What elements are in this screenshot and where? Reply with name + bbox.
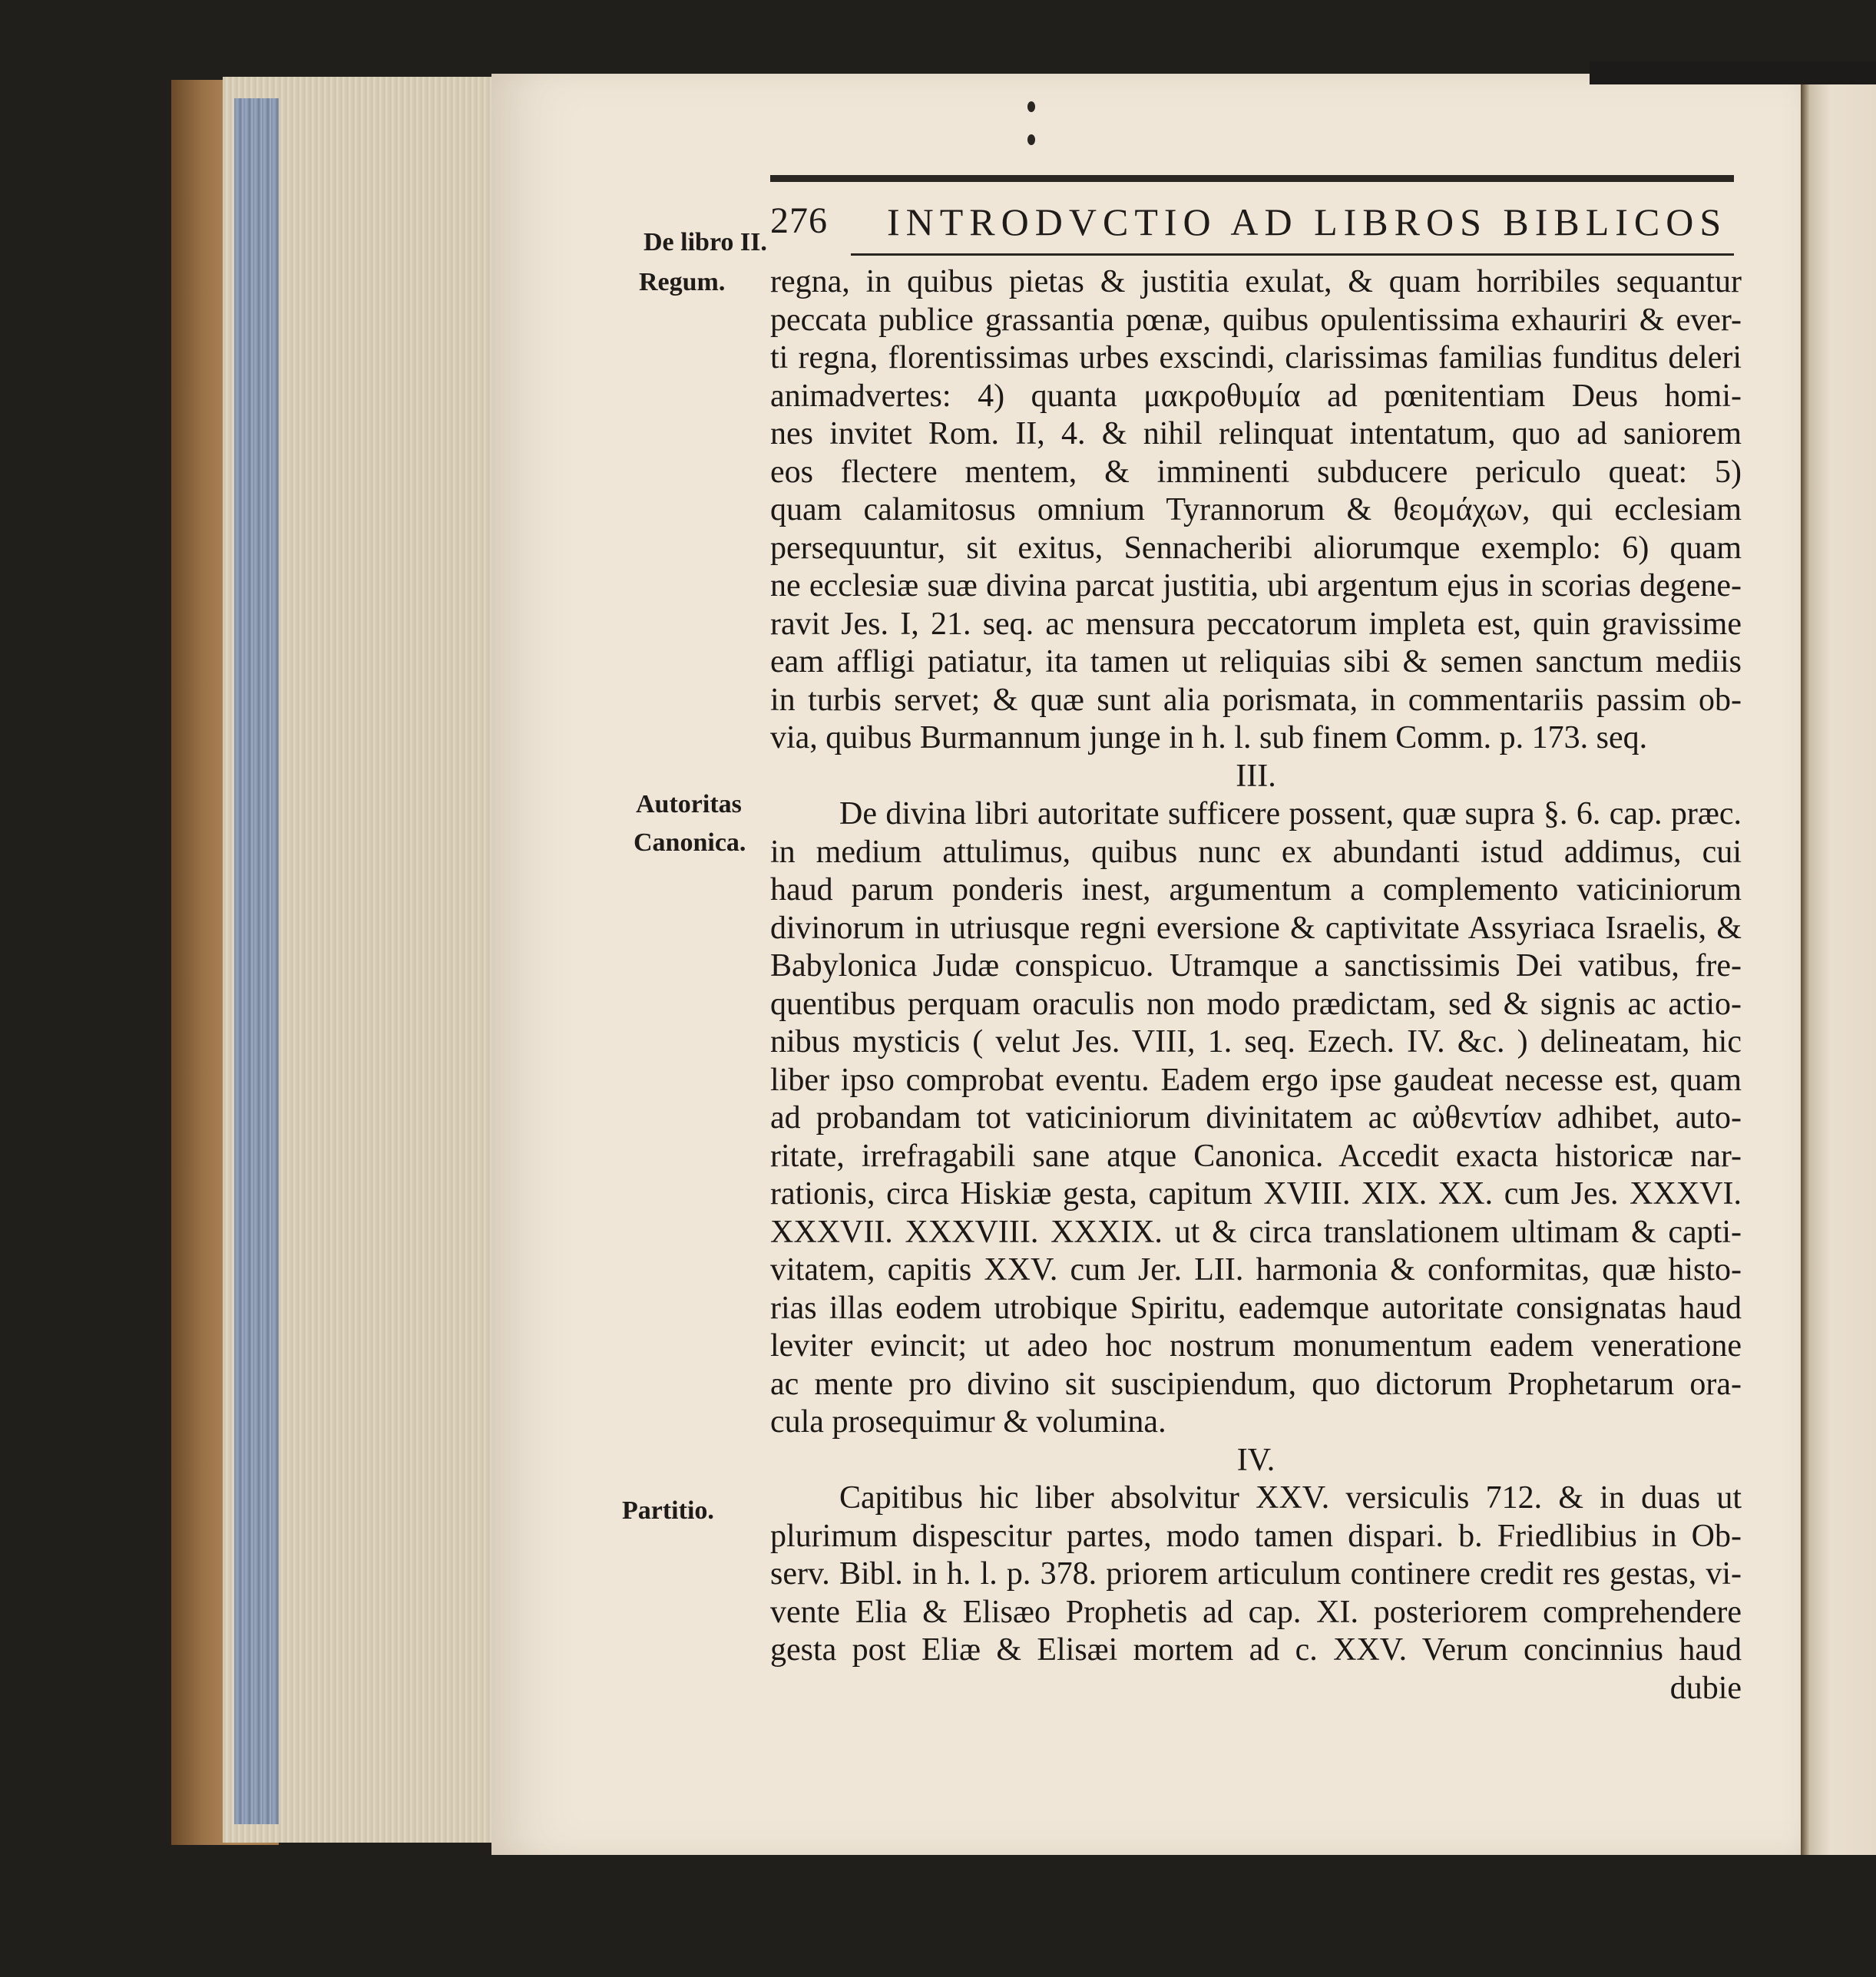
text-line: nes invitet Rom. II, 4. & nihil relinquat intentatum, quo ad saniorem	[770, 416, 1742, 451]
text-line: ritate, irrefragabili sane atque Canonica. Accedit exacta historicæ nar-	[770, 1138, 1742, 1174]
margin-note: Regum.	[639, 268, 726, 296]
header-rule	[770, 175, 1734, 182]
page-header	[770, 175, 1738, 258]
text-line: cula prosequimur & volumina.	[770, 1404, 1166, 1440]
text-line: peccata publice grassantia pœnæ, quibus opulentissima exhauriri & ever-	[770, 302, 1742, 338]
text-line: rias illas eodem utrobique Spiritu, eademque autoritate consignatas haud	[770, 1290, 1742, 1326]
text-line: ac mente pro divino sit suscipiendum, quo dictorum Prophetarum ora-	[770, 1366, 1742, 1402]
text-line: liber ipso comprobat eventu. Eadem ergo ipse gaudeat necesse est, quam	[770, 1062, 1742, 1098]
text-line: Babylonica Judæ conspicuo. Utramque a sanctissimis Dei vatibus, fre-	[770, 948, 1742, 984]
text-line: animadvertes: 4) quanta μακροθυμία ad pœnitentiam Deus homi-	[770, 378, 1742, 414]
catchword: dubie	[1669, 1670, 1742, 1706]
text-line: rationis, circa Hiskiæ gesta, capitum XVIII. XIX. XX. cum Jes. XXXVI.	[770, 1176, 1742, 1212]
text-line: leviter evincit; ut adeo hoc nostrum monumentum eadem veneratione	[770, 1328, 1742, 1364]
text-line: vente Elia & Elisæo Prophetis ad cap. XI. posteriorem comprehendere	[770, 1594, 1742, 1630]
page-edge-marbling	[234, 98, 279, 1824]
spine-band	[1590, 61, 1876, 84]
margin-note: De libro II.	[644, 228, 767, 256]
margin-note: Autoritas	[636, 790, 742, 818]
text-line: XXXVII. XXXVIII. XXXIX. ut & circa translationem ultimam & capti-	[770, 1214, 1742, 1250]
text-line: ne ecclesiæ suæ divina parcat justitia, ubi argentum ejus in scorias degene-	[770, 568, 1742, 603]
text-line: via, quibus Burmannum junge in h. l. sub finem Comm. p. 173. seq.	[770, 720, 1648, 755]
text-line: persequuntur, sit exitus, Sennacheribi aliorumque exemplo: 6) quam	[770, 530, 1742, 566]
ornament-dot	[1027, 134, 1035, 145]
text-line: De divina libri autoritate sufficere possent, quæ supra §. 6. cap. præc.	[839, 796, 1742, 831]
text-line: quam calamitosus omnium Tyrannorum & θεομάχων, qui ecclesiam	[770, 492, 1742, 527]
text-line: plurimum dispescitur partes, modo tamen dispari. b. Friedlibius in Ob-	[770, 1518, 1742, 1554]
margin-note: Partitio.	[622, 1496, 714, 1525]
text-line: eam affligi patiatur, ita tamen ut reliquias sibi & semen sanctum mediis	[770, 644, 1742, 679]
text-line: ravit Jes. I, 21. seq. ac mensura peccatorum impleta est, quin gravissime	[770, 606, 1742, 642]
text-line: serv. Bibl. in h. l. p. 378. priorem articulum continere credit res gestas, vi-	[770, 1556, 1742, 1592]
main-text	[770, 263, 1742, 1708]
text-line: regna, in quibus pietas & justitia exulat, & quam horribiles sequantur	[770, 264, 1742, 299]
text-line: eos flectere mentem, & imminenti subducere periculo queat: 5)	[770, 454, 1742, 490]
text-line: quentibus perquam oraculis non modo prædictam, sed & signis ac actio-	[770, 986, 1742, 1022]
text-line: ti regna, florentissimas urbes exscindi, clarissimas familias funditus deleri	[770, 340, 1742, 375]
page-number: 276	[770, 200, 828, 241]
text-line: Capitibus hic liber absolvitur XXV. versiculis 712. & in duas ut	[839, 1480, 1742, 1516]
margin-note: Canonica.	[634, 828, 746, 857]
ornament-dot	[1027, 101, 1035, 112]
text-line: ad probandam tot vaticiniorum divinitatem ac αὐθεντίαν adhibet, auto-	[770, 1100, 1742, 1136]
text-line: gesta post Eliæ & Elisæi mortem ad c. XXV. Verum concinnius haud	[770, 1632, 1742, 1668]
text-line: vitatem, capitis XXV. cum Jer. LII. harmonia & conformitas, quæ histo-	[770, 1252, 1742, 1288]
header-rule	[851, 253, 1734, 256]
facing-page-edge	[1801, 74, 1876, 1855]
text-line: in medium attulimus, quibus nunc ex abundanti istud addimus, cui	[770, 834, 1742, 870]
running-title: INTRODVCTIO AD LIBROS BIBLICOS	[887, 200, 1728, 243]
text-line: divinorum in utriusque regni eversione & captivitate Assyriaca Israelis, &	[770, 910, 1742, 946]
section-heading: IV.	[1236, 1442, 1275, 1478]
text-line: in turbis servet; & quæ sunt alia porismata, in commentariis passim ob-	[770, 682, 1742, 718]
section-heading: III.	[1236, 758, 1276, 794]
text-line: haud parum ponderis inest, argumentum a complemento vaticiniorum	[770, 872, 1742, 908]
text-line: nibus mysticis ( velut Jes. VIII, 1. seq. Ezech. IV. &c. ) delineatam, hic	[770, 1024, 1742, 1060]
